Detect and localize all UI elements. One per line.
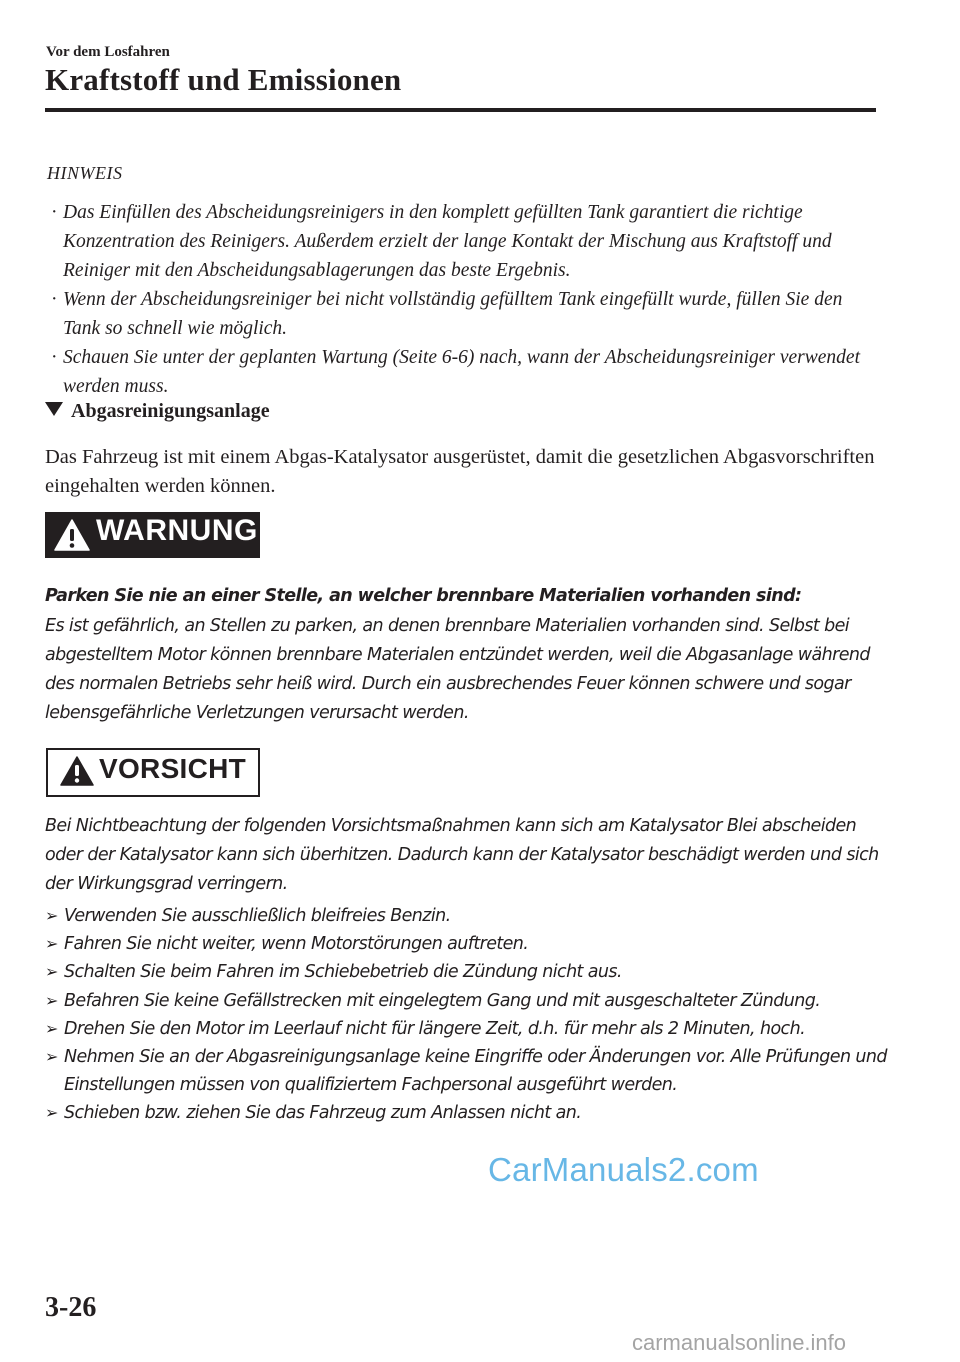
section-body: Das Fahrzeug ist mit einem Abgas-Katalysator ausgerüstet, damit die gesetzlichen Abgasvorschriften eingehalten werden können. xyxy=(45,446,875,497)
caution-item xyxy=(45,987,890,1015)
page-title: Kraftstoff und Emissionen xyxy=(45,62,402,97)
triangle-down-icon xyxy=(45,402,63,416)
bullet-icon: · xyxy=(51,289,58,310)
caution-item xyxy=(45,1043,890,1099)
note-item-text: Das Einfüllen des Abscheidungsreinigers in den komplett gefüllten Tank garantiert die richtige Konzentration des Reinigers. Außerdem erzielt der lange Kontakt der Mischung aus Kraftstoff und Reiniger mit den Abscheidungsablagerungen das beste Ergebnis. xyxy=(63,202,832,281)
caution-item xyxy=(45,958,890,986)
arrow-bullet-icon: ➢ xyxy=(45,934,58,954)
section-heading xyxy=(45,400,270,423)
title-divider xyxy=(45,108,876,112)
caution-item-text: Nehmen Sie an der Abgasreinigungsanlage keine Eingriffe oder Änderungen vor. Alle Prüfungen und Einstellungen müssen von qualifiziertem Fachpersonal ausgeführt werden. xyxy=(64,1047,887,1096)
caution-item-text: Schalten Sie beim Fahren im Schiebebetrieb die Zündung nicht aus. xyxy=(64,962,622,983)
caution-item-text: Befahren Sie keine Gefällstrecken mit eingelegtem Gang und mit ausgeschalteter Zündung. xyxy=(64,990,821,1011)
caution-triangle-icon xyxy=(60,756,94,786)
arrow-bullet-icon: ➢ xyxy=(45,906,58,925)
arrow-bullet-icon: ➢ xyxy=(45,1103,58,1123)
bullet-icon: · xyxy=(51,202,58,223)
bullet-icon: · xyxy=(51,347,58,368)
warning-label: WARNUNG xyxy=(96,514,258,547)
caution-item xyxy=(45,902,890,930)
caution-list xyxy=(45,902,890,1128)
warning-body: Es ist gefährlich, an Stellen zu parken, an denen brennbare Materialien vorhanden sind. Selbst bei abgestelltem Motor können brennbare Materialen entzündet werden, weil die Abgasanlage während des normalen Betriebs sehr heiß wird. Durch ein ausbrechendes Feuer können schwere und sogar lebensgefährliche Verletzungen verursacht werden. xyxy=(45,616,870,723)
caution-item-text: Fahren Sie nicht weiter, wenn Motorstörungen auftreten. xyxy=(64,934,529,955)
arrow-bullet-icon: ➢ xyxy=(45,1047,58,1067)
page-number: 3-26 xyxy=(45,1292,97,1323)
caution-body: Bei Nichtbeachtung der folgenden Vorsichtsmaßnahmen kann sich am Katalysator Blei abscheiden oder der Katalysator kann sich überhitzen. Dadurch kann der Katalysator beschädigt werden und sich der Wirkungsgrad verringern. xyxy=(45,816,879,894)
caution-item xyxy=(45,930,890,958)
note-item-text: Schauen Sie unter der geplanten Wartung (Seite 6-6) nach, wann der Abscheidungsreiniger verwendet werden muss. xyxy=(63,347,860,397)
warning-triangle-icon xyxy=(54,519,90,551)
arrow-bullet-icon: ➢ xyxy=(45,962,58,982)
section-heading-text: Abgasreinigungsanlage xyxy=(71,400,270,422)
arrow-bullet-icon: ➢ xyxy=(45,990,58,1010)
caution-item-text: Drehen Sie den Motor im Leerlauf nicht für längere Zeit, d.h. für mehr als 2 Minuten, hoch. xyxy=(64,1018,806,1039)
arrow-bullet-icon: ➢ xyxy=(45,1018,58,1038)
caution-item xyxy=(45,1015,890,1043)
caution-label: VORSICHT xyxy=(99,753,247,784)
note-item xyxy=(47,285,877,343)
note-item-text: Wenn der Abscheidungsreiniger bei nicht vollständig gefülltem Tank eingefüllt wurde, füllen Sie den Tank so schnell wie möglich. xyxy=(63,289,843,339)
note-heading: HINWEIS xyxy=(47,163,123,183)
section-label: Vor dem Losfahren xyxy=(46,44,170,60)
caution-item xyxy=(45,1099,890,1127)
site-watermark: carmanualsonline.info xyxy=(632,1330,847,1355)
note-item xyxy=(47,198,877,285)
note-item xyxy=(47,343,877,401)
caution-item-text: Verwenden Sie ausschließlich bleifreies Benzin. xyxy=(64,906,451,926)
watermark: CarManuals2.com xyxy=(488,1151,759,1188)
warning-heading: Parken Sie nie an einer Stelle, an welcher brennbare Materialien vorhanden sind: xyxy=(45,586,802,606)
note-list xyxy=(47,198,877,401)
caution-item-text: Schieben bzw. ziehen Sie das Fahrzeug zum Anlassen nicht an. xyxy=(64,1103,582,1124)
